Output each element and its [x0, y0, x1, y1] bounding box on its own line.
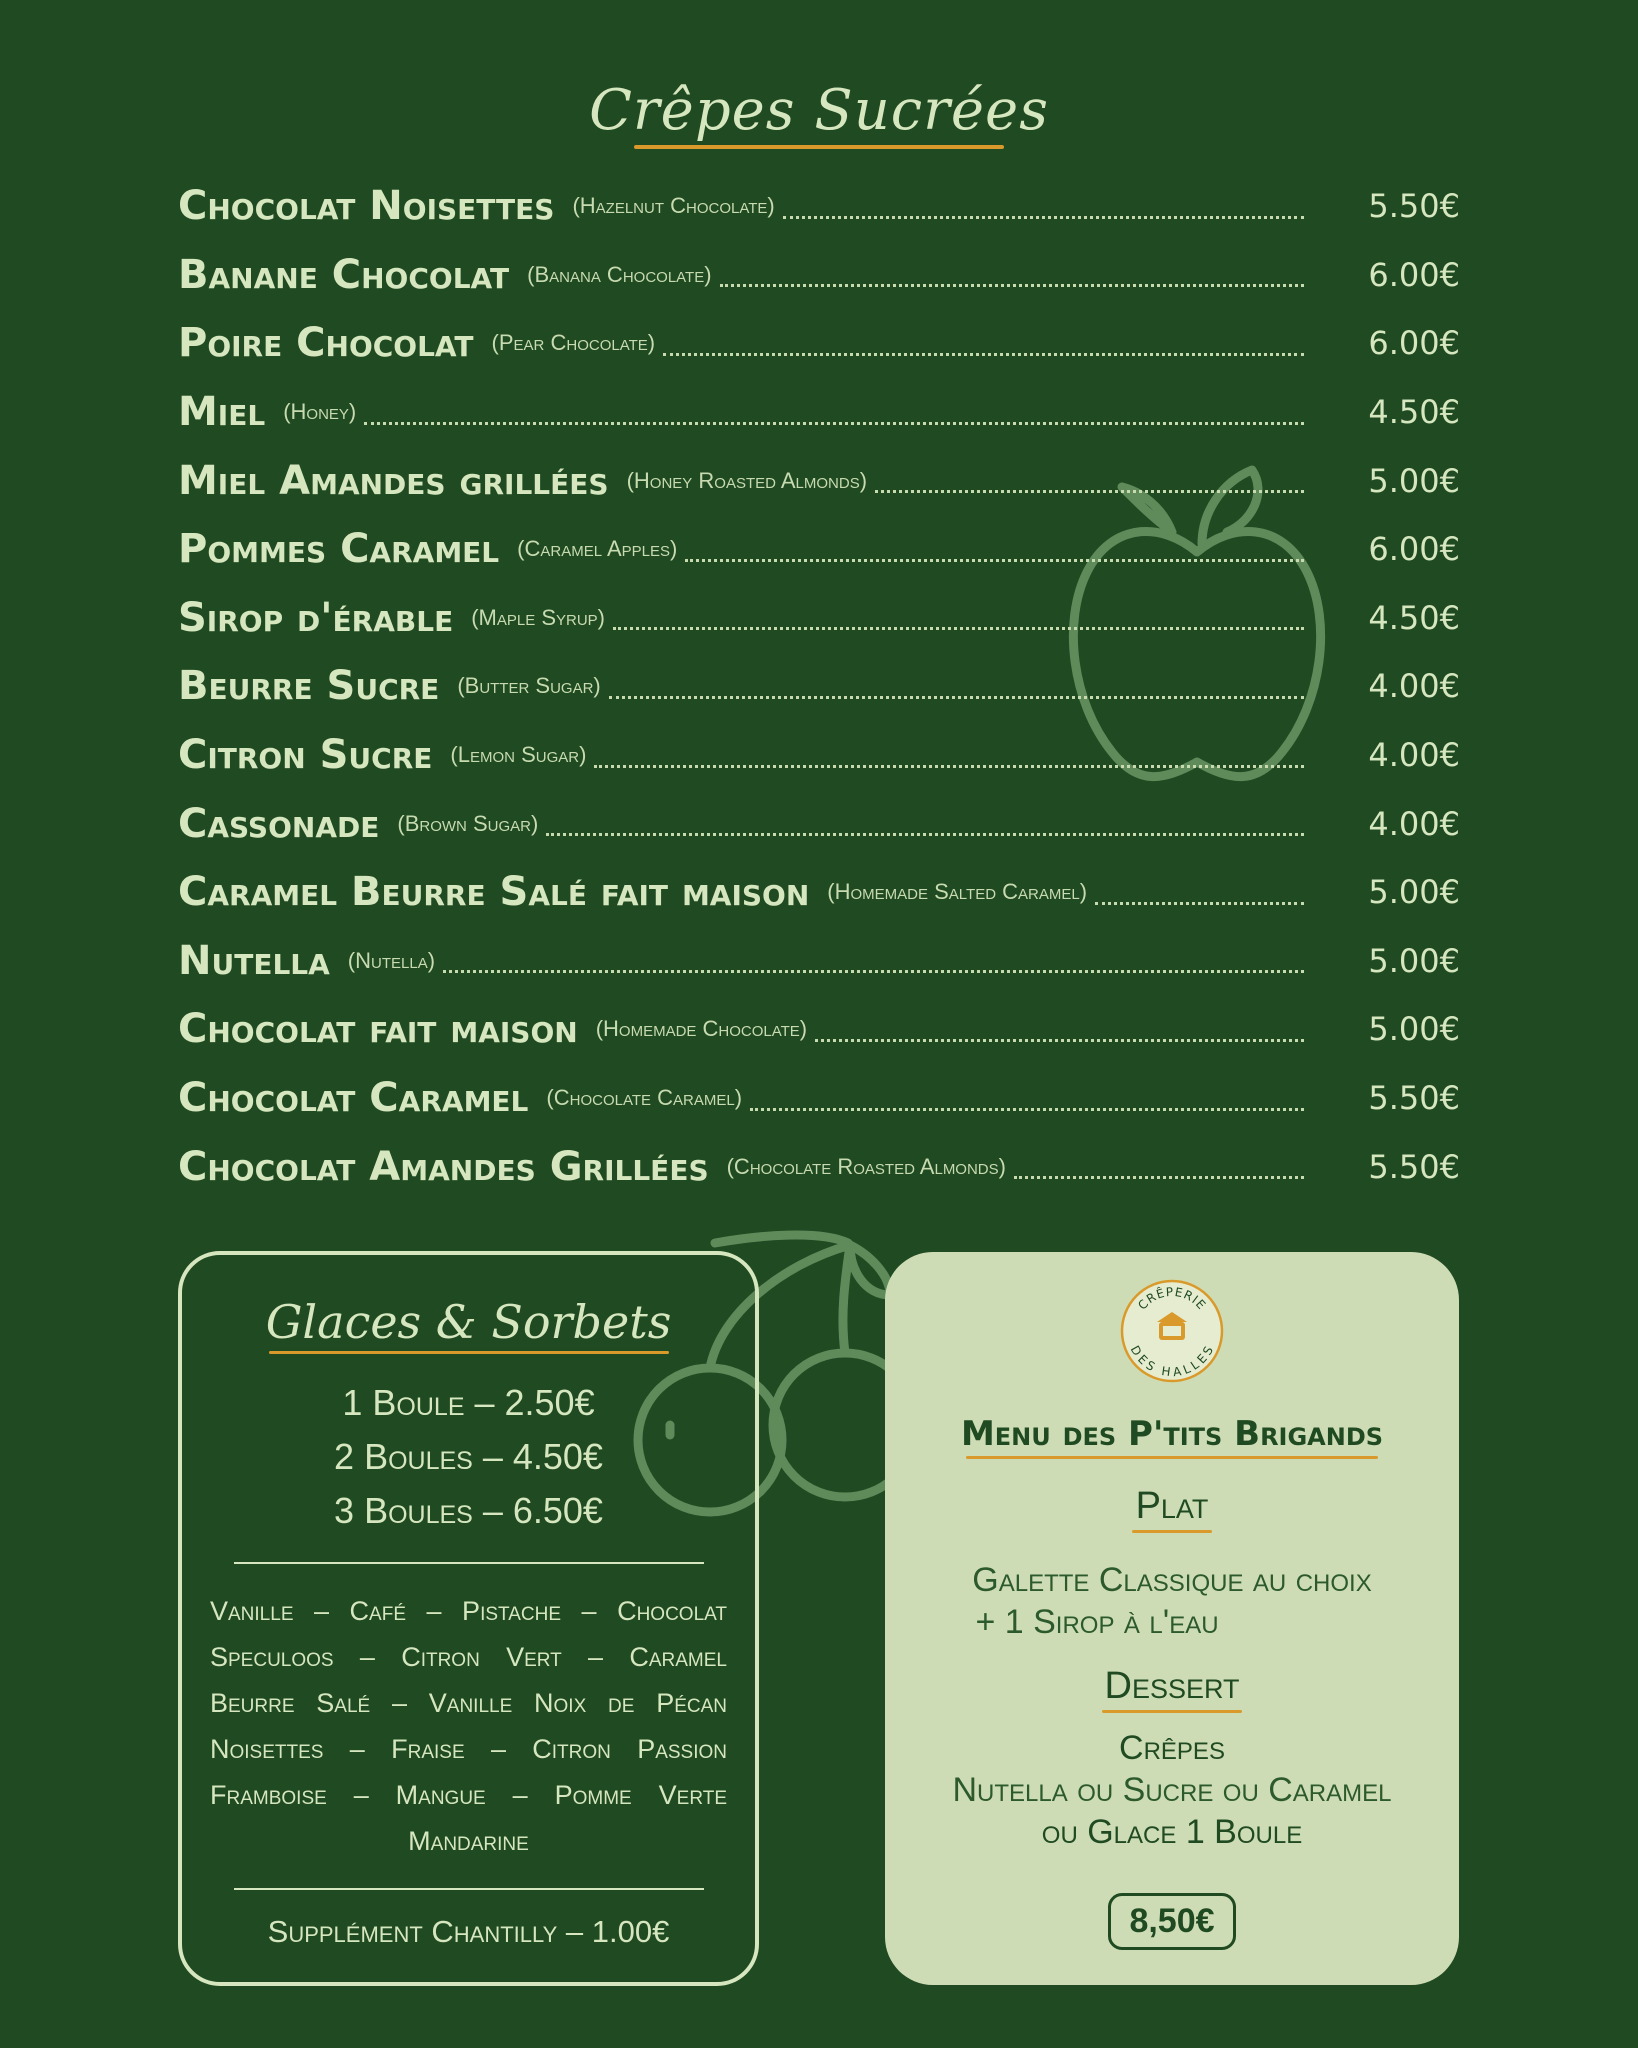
- leader-dots: [720, 284, 1304, 287]
- item-price: 4.00€: [1368, 736, 1460, 775]
- menu-item: [178, 241, 1460, 310]
- flavor-line: Noisettes – Fraise – Citron Passion: [210, 1734, 727, 1764]
- item-price: 5.00€: [1368, 1010, 1460, 1049]
- item-price: 5.00€: [1368, 873, 1460, 912]
- item-name: Miel: [178, 389, 266, 436]
- item-price: 5.50€: [1368, 1079, 1460, 1118]
- title-text: Crêpes Sucrées: [589, 78, 1049, 143]
- menu-item: [178, 721, 1460, 790]
- item-price: 4.00€: [1368, 667, 1460, 706]
- plat-line: Galette Classique au choix: [972, 1561, 1372, 1599]
- glaces-title-text: Glaces & Sorbets: [265, 1295, 672, 1349]
- item-price: 5.00€: [1368, 461, 1460, 500]
- menu-item: [178, 652, 1460, 721]
- item-name: Caramel Beurre Salé fait maison: [178, 869, 810, 916]
- kids-menu-panel: [885, 1252, 1459, 1985]
- menu-item: [178, 309, 1460, 378]
- logo-top-text: CRÊPERIE: [1135, 1284, 1209, 1313]
- kids-menu-price: 8,50€: [1108, 1893, 1235, 1950]
- leader-dots: [443, 970, 1304, 973]
- dessert-line: Crêpes: [1119, 1729, 1225, 1767]
- plat-line: + 1 Sirop à l'eau: [975, 1603, 1219, 1641]
- menu-item: [178, 446, 1460, 515]
- leader-dots: [875, 490, 1304, 493]
- item-name: Poire Chocolat: [178, 320, 474, 367]
- crepes-list: [178, 172, 1460, 1201]
- item-translation: (Hazelnut Chocolate): [572, 193, 775, 219]
- scoop-price: 3 Boules – 6.50€: [334, 1490, 603, 1531]
- item-translation: (Brown Sugar): [397, 810, 539, 836]
- flavor-list: [182, 1588, 755, 1864]
- menu-item: [178, 1064, 1460, 1133]
- item-name: Chocolat Amandes Grillées: [178, 1143, 709, 1190]
- leader-dots: [546, 833, 1304, 836]
- leader-dots: [1014, 1176, 1304, 1179]
- item-translation: (Pear Chocolate): [491, 330, 656, 356]
- divider: [234, 1888, 704, 1890]
- menu-item: [178, 927, 1460, 996]
- item-price: 4.50€: [1368, 393, 1460, 432]
- item-price: 5.00€: [1368, 941, 1460, 980]
- item-translation: (Honey Roasted Almonds): [626, 467, 868, 493]
- item-translation: (Maple Syrup): [471, 604, 605, 630]
- flavor-line: Framboise – Mangue – Pomme Verte: [210, 1780, 727, 1810]
- creperie-logo: [1119, 1278, 1225, 1384]
- leader-dots: [685, 559, 1304, 562]
- scoop-price: 1 Boule – 2.50€: [342, 1382, 595, 1423]
- item-price: 5.50€: [1368, 1147, 1460, 1186]
- item-translation: (Homemade Salted Caramel): [827, 879, 1088, 905]
- item-name: Pommes Caramel: [178, 526, 500, 573]
- item-name: Miel Amandes grillées: [178, 457, 609, 504]
- item-name: Banane Chocolat: [178, 251, 510, 298]
- chantilly-supplement: Supplément Chantilly – 1.00€: [267, 1914, 670, 1949]
- dessert-line: Nutella ou Sucre ou Caramel: [952, 1771, 1392, 1809]
- item-name: Citron Sucre: [178, 732, 433, 779]
- glaces-sorbets-box: [178, 1251, 759, 1986]
- kids-menu-title: Menu des P'tits Brigands: [960, 1414, 1384, 1454]
- logo-emblem-icon: [1119, 1278, 1225, 1384]
- menu-item: [178, 1132, 1460, 1201]
- leader-dots: [609, 696, 1304, 699]
- logo-bottom-text: DES HALLES: [1127, 1343, 1217, 1380]
- flavor-line: Vanille – Café – Pistache – Chocolat: [210, 1596, 727, 1626]
- menu-item: [178, 858, 1460, 927]
- item-translation: (Homemade Chocolate): [595, 1016, 808, 1042]
- flavor-line: Beurre Salé – Vanille Noix de Pécan: [210, 1688, 727, 1718]
- leader-dots: [364, 422, 1304, 425]
- item-price: 4.00€: [1368, 804, 1460, 843]
- menu-item: [178, 995, 1460, 1064]
- plat-label: Plat: [1135, 1485, 1209, 1527]
- item-translation: (Honey): [283, 399, 357, 425]
- leader-dots: [613, 627, 1304, 630]
- item-name: Nutella: [178, 937, 330, 984]
- item-name: Chocolat Caramel: [178, 1075, 529, 1122]
- leader-dots: [1095, 902, 1304, 905]
- item-translation: (Chocolate Caramel): [546, 1085, 743, 1111]
- divider: [234, 1562, 704, 1564]
- item-translation: (Butter Sugar): [457, 673, 601, 699]
- item-translation: (Nutella): [347, 947, 436, 973]
- glaces-title-underline: [269, 1351, 669, 1354]
- menu-item: [178, 378, 1460, 447]
- item-price: 5.50€: [1368, 187, 1460, 226]
- scoop-price: 2 Boules – 4.50€: [334, 1436, 603, 1477]
- flavor-line: Mandarine: [408, 1826, 529, 1856]
- item-translation: (Lemon Sugar): [450, 742, 587, 768]
- item-translation: (Chocolate Roasted Almonds): [726, 1153, 1006, 1179]
- item-name: Chocolat fait maison: [178, 1006, 578, 1053]
- item-price: 6.00€: [1368, 530, 1460, 569]
- leader-dots: [783, 216, 1304, 219]
- dessert-underline: [1102, 1710, 1242, 1713]
- item-name: Chocolat Noisettes: [178, 183, 555, 230]
- glaces-title: [182, 1295, 755, 1354]
- menu-item: [178, 172, 1460, 241]
- item-name: Cassonade: [178, 800, 380, 847]
- item-translation: (Banana Chocolate): [527, 261, 712, 287]
- item-price: 4.50€: [1368, 598, 1460, 637]
- scoop-prices: [182, 1376, 755, 1538]
- item-translation: (Caramel Apples): [517, 536, 678, 562]
- item-price: 6.00€: [1368, 324, 1460, 363]
- leader-dots: [663, 353, 1304, 356]
- item-price: 6.00€: [1368, 255, 1460, 294]
- leader-dots: [815, 1039, 1304, 1042]
- menu-title: [0, 78, 1638, 149]
- leader-dots: [750, 1108, 1304, 1111]
- dessert-line: ou Glace 1 Boule: [1041, 1813, 1303, 1851]
- plat-underline: [1132, 1530, 1212, 1533]
- menu-item: [178, 789, 1460, 858]
- item-name: Beurre Sucre: [178, 663, 440, 710]
- dessert-label: Dessert: [1104, 1665, 1240, 1707]
- item-name: Sirop d'érable: [178, 594, 454, 641]
- flavor-line: Speculoos – Citron Vert – Caramel: [210, 1642, 727, 1672]
- menu-item: [178, 584, 1460, 653]
- leader-dots: [594, 765, 1304, 768]
- menu-item: [178, 515, 1460, 584]
